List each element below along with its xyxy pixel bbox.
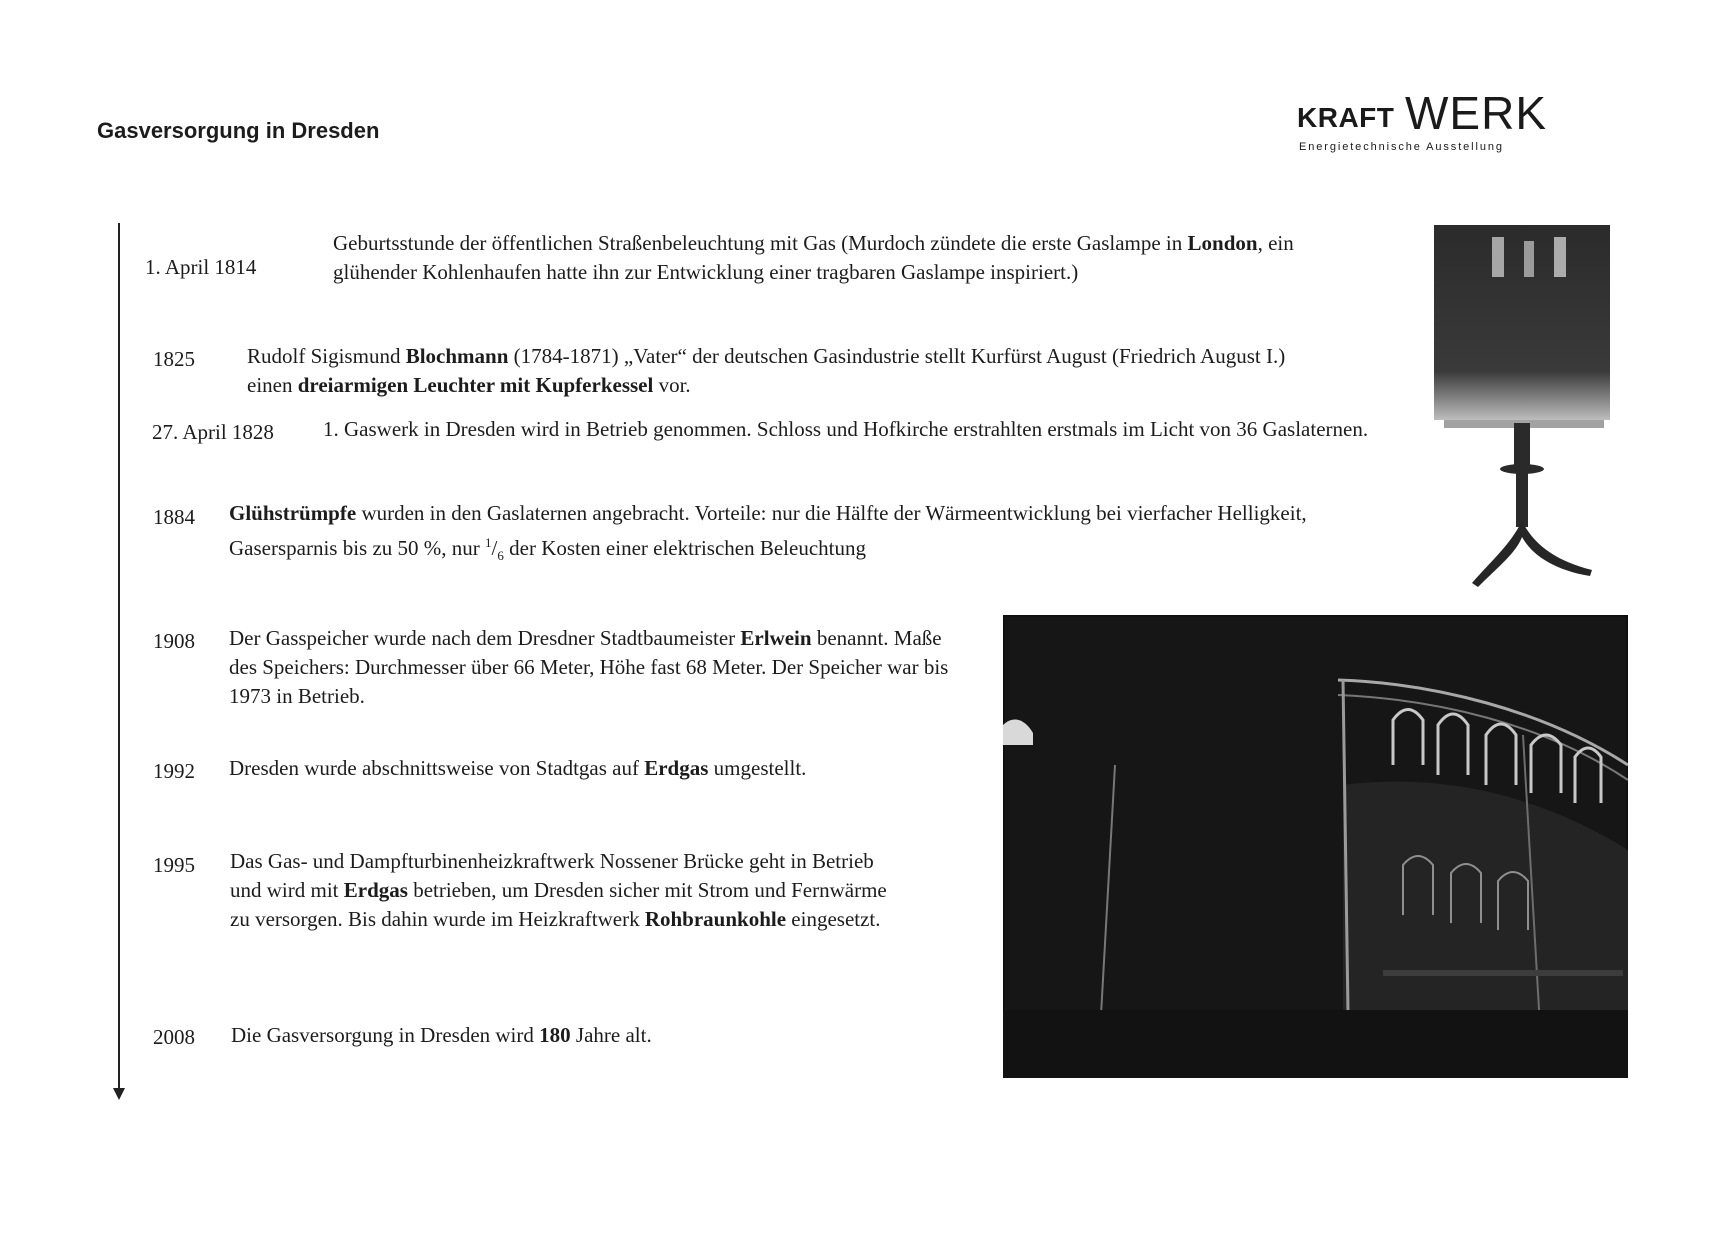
desc-text: Rudolf Sigismund xyxy=(247,344,406,368)
desc-text: Die Gasversorgung in Dresden wird xyxy=(231,1023,540,1047)
timeline-desc-1992 xyxy=(229,754,949,783)
timeline-date-1995: 1995 xyxy=(153,853,195,877)
timeline-desc-1825 xyxy=(247,342,1317,400)
timeline-desc-1995 xyxy=(230,847,910,934)
desc-text: , ein glühender Kohlenhaufen hatte ihn zur Entwicklung einer tragbaren Gaslampe inspiriert.) xyxy=(333,231,1294,284)
desc-bold: Glühstrümpfe xyxy=(229,501,357,525)
fraction-denominator: 6 xyxy=(497,548,504,564)
timeline-desc-1828 xyxy=(323,415,1403,444)
gasometer-photo xyxy=(1003,615,1628,1078)
desc-text: Der Gasspeicher wurde nach dem Dresdner Stadtbaumeister xyxy=(229,626,741,650)
logo-werk-text: WERK xyxy=(1405,87,1547,139)
timeline-axis xyxy=(118,223,120,1091)
desc-text: (1784-1871) „Vater“ der deutschen Gasindustrie stellt Kurfürst August (Friedrich August I.) einen xyxy=(247,344,1286,397)
timeline-date-1884: 1884 xyxy=(153,505,195,529)
desc-text: Jahre alt. xyxy=(570,1023,652,1047)
timeline-date-2008: 2008 xyxy=(153,1025,195,1049)
desc-bold: Blochmann xyxy=(405,344,509,368)
timeline-desc-1814 xyxy=(333,229,1353,287)
logo-subtitle: Energietechnische Ausstellung xyxy=(1299,141,1504,153)
timeline-date-1828: 27. April 1828 xyxy=(152,420,274,444)
desc-text: wurden in den Gaslaternen angebracht. Vorteile: nur die Hälfte der Wärmeentwicklung bei vierfacher Helligkeit, Gasersparnis bis zu 50 %, nur xyxy=(229,501,1307,560)
gas-lamp-chandelier-icon xyxy=(1432,225,1612,590)
gas-lamp-photo xyxy=(1432,225,1612,590)
desc-text: Geburtsstunde der öffentlichen Straßenbeleuchtung mit Gas (Murdoch zündete die erste Gaslampe in xyxy=(333,231,1188,255)
desc-text: Das Gas- und Dampfturbinenheizkraftwerk Nossener Brücke geht in Betrieb und wird mit xyxy=(230,849,874,902)
desc-text: 1. Gaswerk in Dresden wird in Betrieb genommen. Schloss und Hofkirche erstrahlten erstmals im Licht von 36 Gaslaternen. xyxy=(323,417,1369,441)
desc-text: umgestellt. xyxy=(708,756,807,780)
timeline-arrow-icon xyxy=(113,1088,125,1100)
timeline-date-1825: 1825 xyxy=(153,347,195,371)
timeline-date-1992: 1992 xyxy=(153,759,195,783)
logo-kraft-text: KRAFT xyxy=(1297,102,1395,133)
desc-bold: Erdgas xyxy=(644,756,709,780)
desc-text: betrieben, um Dresden sicher mit Strom und Fernwärme zu versorgen. Bis dahin wurde im Heizkraftwerk xyxy=(230,878,887,931)
desc-bold: Erdgas xyxy=(343,878,408,902)
timeline-desc-1884: Glühstrümpfe wurden in den Gaslaternen angebracht. Vorteile: nur die Hälfte der Wärmeentwicklung bei vierfacher Helligkeit, Gasersparnis bis zu 50 %, nur $^1/_6$ der Kosten einer elektrischen Beleuchtung xyxy=(229,501,1307,564)
desc-bold: dreiarmigen Leuchter mit Kupferkessel xyxy=(297,373,654,397)
page-title: Gasversorgung in Dresden xyxy=(97,118,380,143)
desc-bold: Erlwein xyxy=(740,626,812,650)
timeline-desc-2008 xyxy=(231,1021,911,1050)
desc-text: Dresden wurde abschnittsweise von Stadtgas auf xyxy=(229,756,645,780)
desc-text: benannt. Maße des Speichers: Durchmesser über 66 Meter, Höhe fast 68 Meter. Der Speicher war bis 1973 in Betrieb. xyxy=(229,626,949,708)
desc-text: vor. xyxy=(653,373,691,397)
desc-text: eingesetzt. xyxy=(786,907,881,931)
desc-text: der Kosten einer elektrischen Beleuchtung xyxy=(503,536,866,560)
desc-bold: Rohbraunkohle xyxy=(644,907,787,931)
timeline-date-1814: 1. April 1814 xyxy=(145,255,257,279)
desc-bold: London xyxy=(1187,231,1258,255)
timeline-date-1908: 1908 xyxy=(153,629,195,653)
gasometer-building-icon xyxy=(1003,615,1628,1078)
fraction-numerator: 1 xyxy=(485,535,492,550)
timeline-desc-1908 xyxy=(229,624,949,711)
desc-bold: 180 xyxy=(539,1023,571,1047)
kraftwerk-logo xyxy=(1297,78,1547,162)
